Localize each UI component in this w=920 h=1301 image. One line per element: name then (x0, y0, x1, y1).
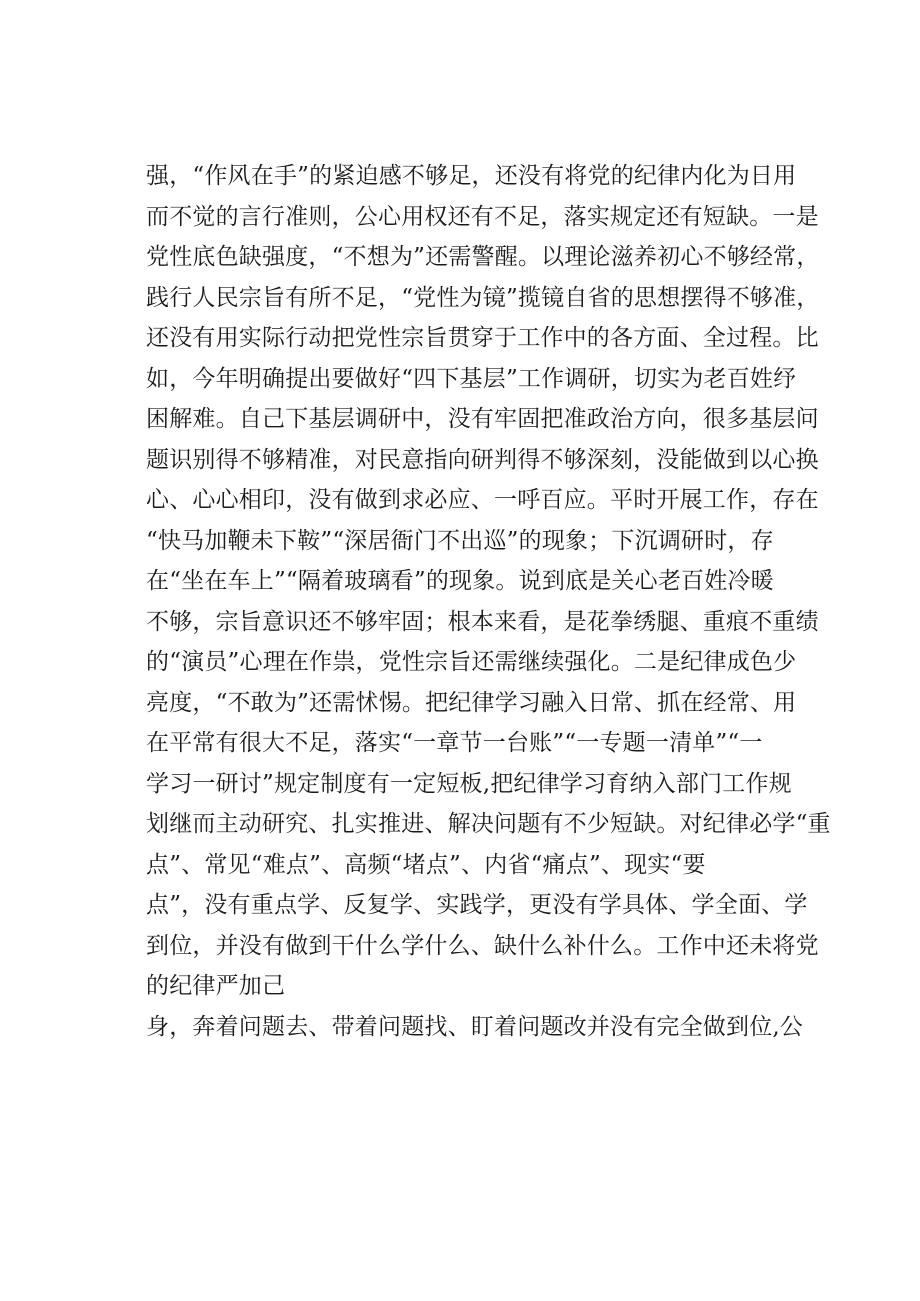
text-line: 身，奔着问题去、带着问题找、盯着问题改并没有完全做到位,公 (146, 1013, 804, 1040)
text-line: 划继而主动研究、扎实推进、解决问题有不少短缺。对纪律必学“重 (146, 811, 831, 837)
body-text (146, 156, 831, 1047)
text-line: 在“坐在车上”“隔着玻璃看”的现象。说到底是关心老百姓冷暖 (146, 568, 774, 594)
text-line: 到位，并没有做到干什么学什么、缺什么补什么。工作中还未将党 (146, 932, 819, 959)
text-line: “快马加鞭未下鞍”“深居衙门不出巡”的现象；下沉调研时，存 (146, 527, 774, 554)
text-line: 学习一研讨”规定制度有一定短板,把纪律学习育纳入部门工作规 (146, 770, 792, 797)
text-line: 不够，宗旨意识还不够牢固；根本来看，是花拳绣腿、重痕不重绩 (146, 608, 819, 635)
text-line: 点”，没有重点学、反复学、实践学，更没有学具体、学全面、学 (146, 892, 808, 918)
text-line: 践行人民宗旨有所不足，“党性为镜”揽镜自省的思想摆得不够准， (146, 284, 820, 311)
text-line: 还没有用实际行动把党性宗旨贯穿于工作中的各方面、全过程。比 (146, 325, 819, 351)
text-line: 党性底色缺强度，“不想为”还需警醒。以理论滋养初心不够经常， (146, 244, 820, 270)
text-line: 如，今年明确提出要做好“四下基层”工作调研，切实为老百姓纾 (146, 365, 797, 392)
text-line: 的纪律严加己 (146, 973, 286, 999)
text-line: 心、心心相印，没有做到求必应、一呼百应。平时开展工作，存在 (146, 487, 819, 513)
text-line: 的“演员”心理在作祟，党性宗旨还需继续强化。二是纪律成色少 (146, 649, 797, 675)
text-line: 点”、常见“难点”、高频“堵点”、内省“痛点”、现实“要 (146, 851, 706, 878)
text-line: 亮度，“不敢为”还需怵惕。把纪律学习融入日常、抓在经常、用 (146, 689, 797, 716)
text-line: 强，“作风在手”的紧迫感不够足，还没有将党的纪律内化为日用 (146, 163, 797, 189)
text-line: 在平常有很大不足，落实“一章节一台账”“一专题一清单”“一 (146, 730, 763, 756)
text-line: 题识别得不够精准，对民意指向研判得不够深刻，没能做到以心换 (146, 446, 819, 473)
text-line: 而不觉的言行准则，公心用权还有不足，落实规定还有短缺。一是 (146, 203, 819, 230)
text-line: 困解难。自己下基层调研中，没有牢固把准政治方向，很多基层问 (146, 406, 819, 432)
